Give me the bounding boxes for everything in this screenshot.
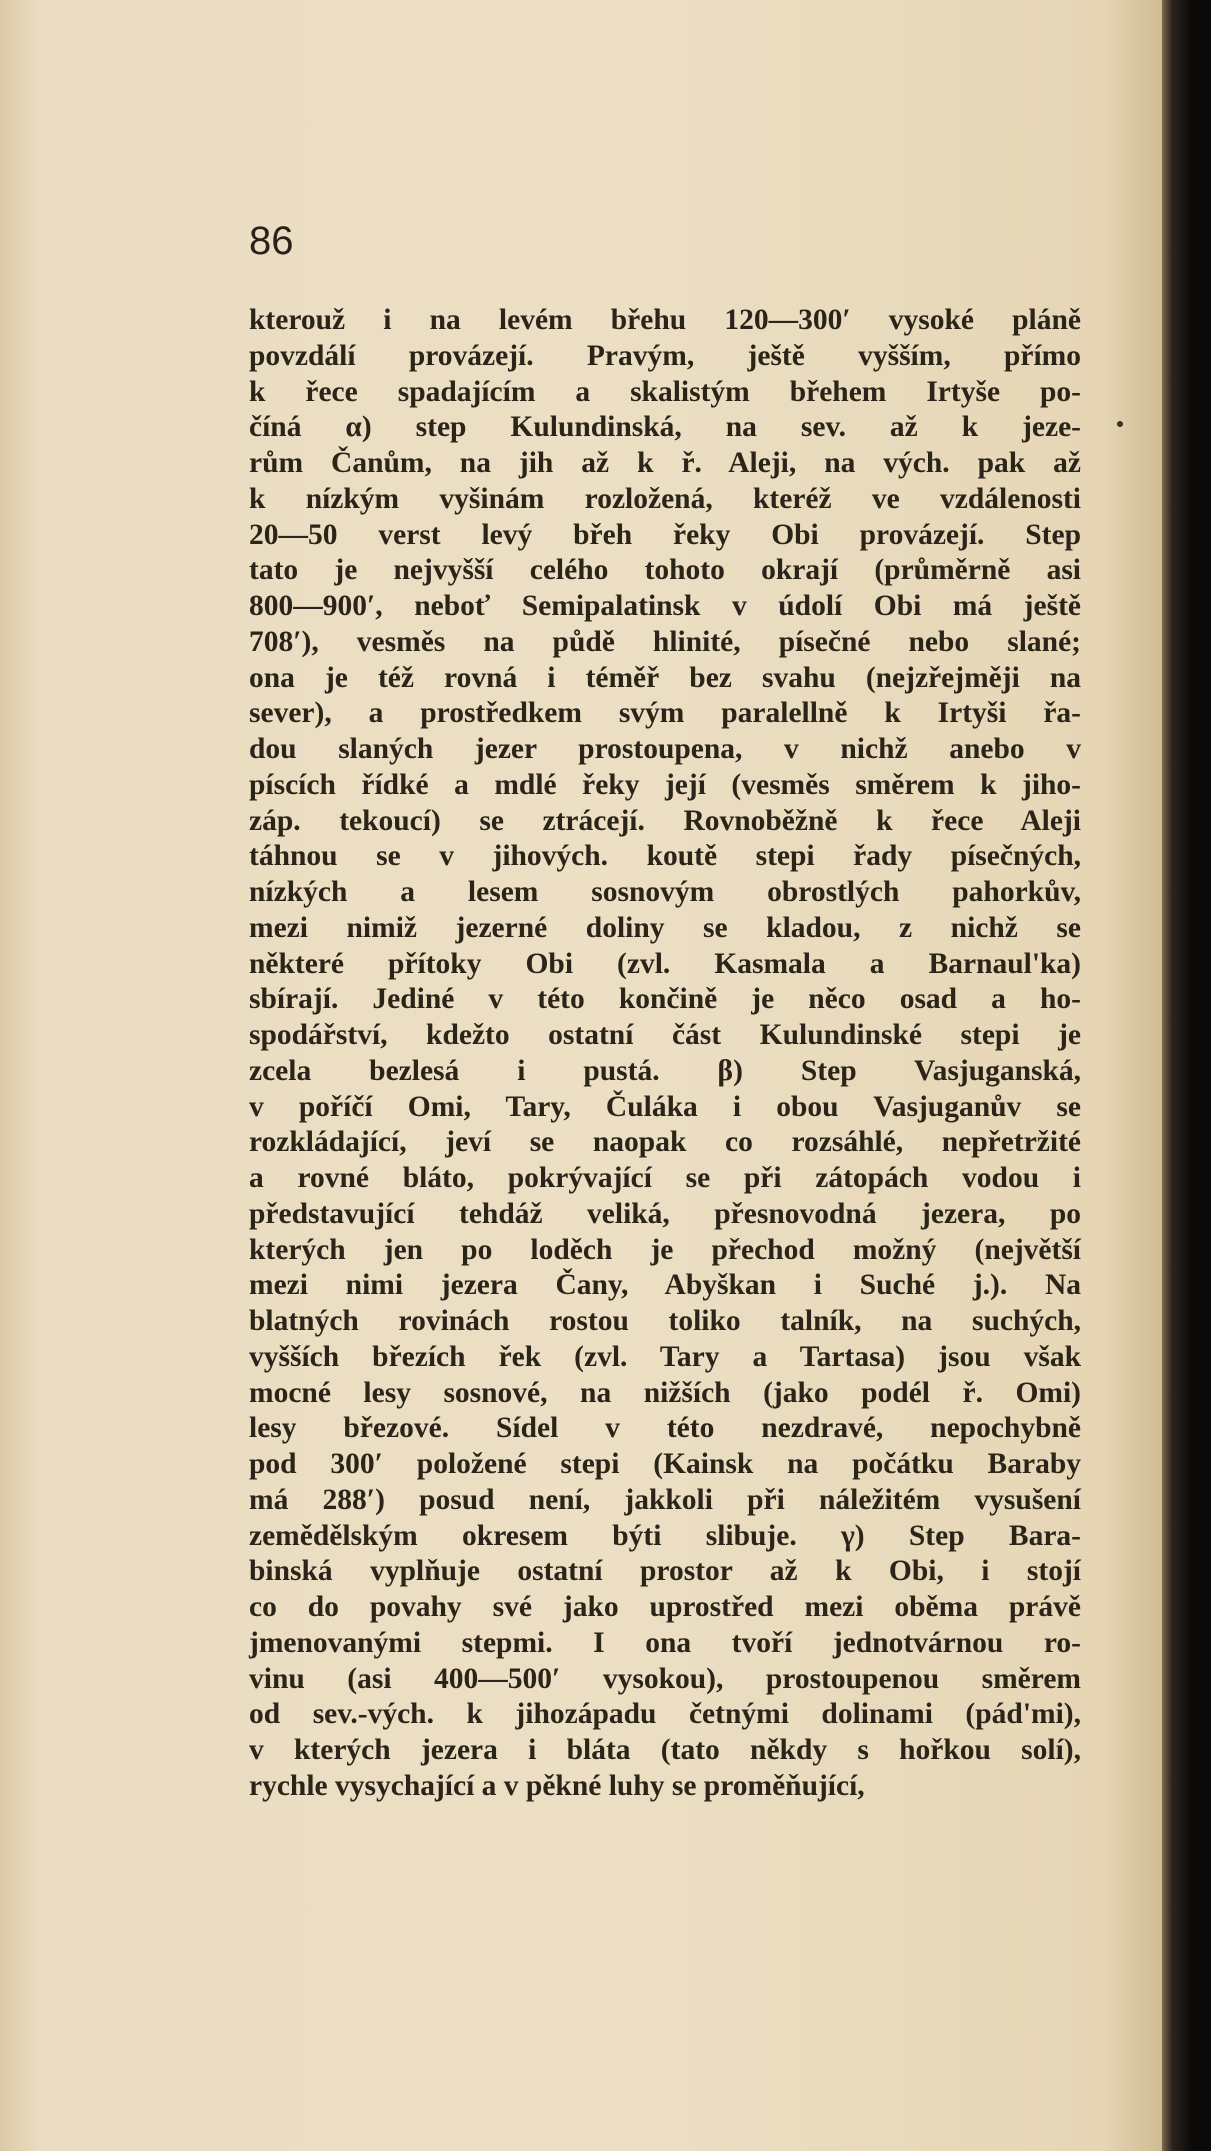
text-line: pod 300ʹ položené stepi (Kainsk na počátku Baraby <box>249 1448 1081 1480</box>
text-line: lesy březové. Sídel v této nezdravé, nepochybně <box>249 1412 1081 1445</box>
text-line: a rovné bláto, pokrývající se při zátopách vodou i <box>249 1162 1081 1194</box>
text-line: píscích řídké a mdlé řeky její (vesměs směrem k jiho- <box>249 768 1081 801</box>
text-line: sbírají. Jediné v této končině je něco osad a ho- <box>249 983 1081 1016</box>
text-line: spodářství, kdežto ostatní část Kulundinské stepi je <box>249 1019 1081 1051</box>
book-gutter-shadow <box>1162 0 1211 2151</box>
text-line: ona je též rovná i téměř bez svahu (nejzřejměji na <box>249 661 1081 694</box>
text-line: k nízkým vyšinám rozložená, kteréž ve vzdálenosti <box>249 482 1081 515</box>
text-line: povzdálí provázejí. Pravým, ještě vyšším, přímo <box>249 339 1081 372</box>
text-line: představující tehdáž veliká, přesnovodná jezera, po <box>249 1197 1081 1230</box>
text-line: rozkládající, jeví se naopak co rozsáhlé, nepřetržité <box>249 1126 1081 1159</box>
text-line: kterouž i na levém břehu 120—300ʹ vysoké pláně <box>249 304 1081 336</box>
text-line: mezi nimiž jezerné doliny se kladou, z nichž se <box>249 911 1081 944</box>
text-line: mezi nimi jezera Čany, Abyškan i Suché j.). Na <box>249 1269 1081 1302</box>
text-line: jmenovanými stepmi. I ona tvoří jednotvárnou ro- <box>249 1626 1081 1659</box>
text-line: nízkých a lesem sosnovým obrostlých pahorkův, <box>249 876 1081 908</box>
text-line: blatných rovinách rostou toliko talník, na suchých, <box>249 1305 1081 1337</box>
text-line: má 288ʹ) posud není, jakkoli při náležitém vysušení <box>249 1483 1081 1516</box>
body-text <box>249 303 1081 1805</box>
text-line: v kterých jezera i bláta (tato někdy s hořkou solí), <box>249 1734 1081 1766</box>
text-line: některé přítoky Obi (zvl. Kasmala a Barnaul'ka) <box>249 947 1081 980</box>
text-line: rychle vysychající a v pěkné luhy se proměňující, <box>249 1769 865 1802</box>
text-line: co do povahy své jako uprostřed mezi oběma právě <box>249 1591 1081 1623</box>
text-line: od sev.-vých. k jihozápadu četnými dolinami (pád'mi), <box>249 1698 1081 1731</box>
text-line: dou slaných jezer prostoupena, v nichž anebo v <box>249 733 1081 765</box>
text-line: k řece spadajícím a skalistým břehem Irtyše po- <box>249 375 1081 408</box>
text-line: v poříčí Omi, Tary, Čuláka i obou Vasjuganův se <box>249 1090 1081 1123</box>
ink-speck <box>1117 421 1123 427</box>
text-line: vinu (asi 400—500ʹ vysokou), prostoupenou směrem <box>249 1662 1081 1695</box>
text-line: záp. tekoucí) se ztrácejí. Rovnoběžně k řece Aleji <box>249 804 1081 837</box>
page-number: 86 <box>249 219 294 263</box>
text-line: sever), a prostředkem svým paralellně k Irtyši řa- <box>249 697 1081 730</box>
text-line: binská vyplňuje ostatní prostor až k Obi, i stojí <box>249 1555 1081 1588</box>
text-line: vyšších březích řek (zvl. Tary a Tartasa) jsou však <box>249 1340 1081 1373</box>
text-line: 20—50 verst levý břeh řeky Obi provázejí. Step <box>249 518 1081 551</box>
text-line: 800—900ʹ, neboť Semipalatinsk v údolí Obi má ještě <box>249 590 1081 622</box>
text-line: kterých jen po loděch je přechod možný (největší <box>249 1233 1081 1266</box>
text-line: tato je nejvyšší celého tohoto okrají (průměrně asi <box>249 554 1081 587</box>
text-line: číná α) step Kulundinská, na sev. až k jeze- <box>249 411 1081 444</box>
text-line: mocné lesy sosnové, na nižších (jako podél ř. Omi) <box>249 1376 1081 1409</box>
text-line: zcela bezlesá i pustá. β) Step Vasjuganská, <box>249 1054 1081 1087</box>
text-line: 708ʹ), vesměs na půdě hlinité, písečné nebo slané; <box>249 625 1081 658</box>
text-line: zemědělským okresem býti slibuje. γ) Step Bara- <box>249 1519 1081 1552</box>
text-line: rům Čanům, na jih až k ř. Aleji, na vých. pak až <box>249 447 1081 479</box>
text-line: táhnou se v jihových. koutě stepi řady písečných, <box>249 840 1081 873</box>
